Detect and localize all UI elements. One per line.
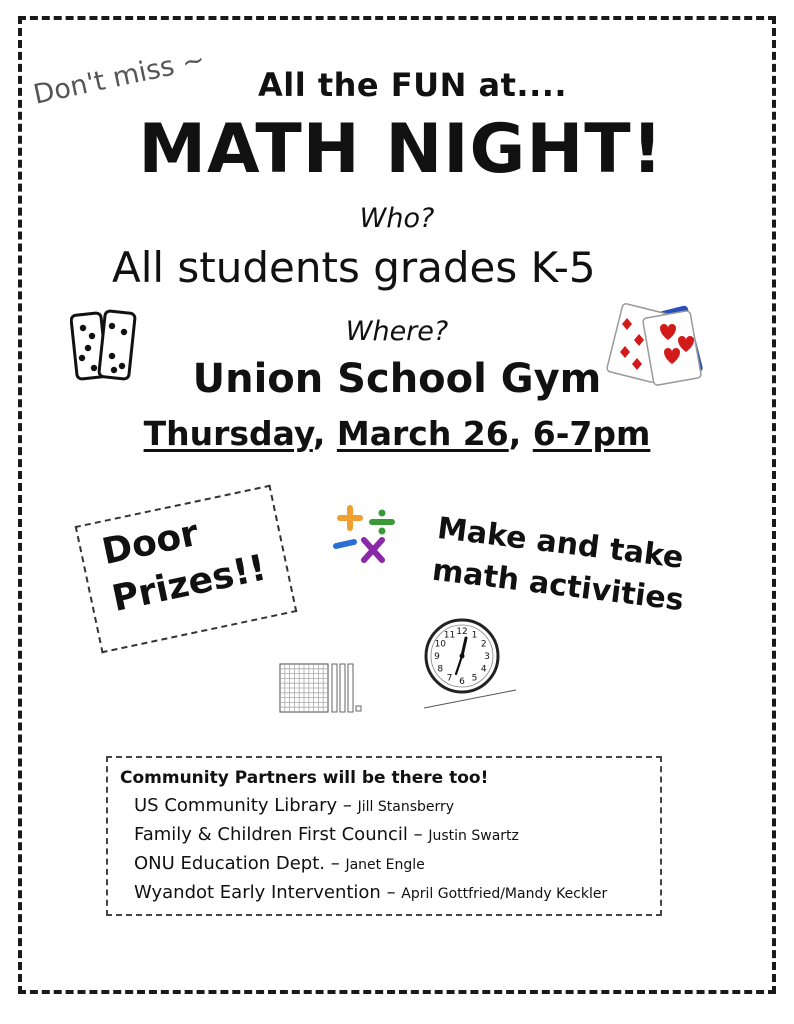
clock-number: 1 bbox=[471, 630, 478, 641]
partner-row bbox=[120, 850, 648, 879]
partner-org: US Community Library bbox=[134, 795, 338, 816]
door-prizes-text: Door Prizes!! bbox=[98, 512, 270, 620]
playing-cards-icon bbox=[604, 302, 706, 388]
event-time: 6-7pm bbox=[532, 414, 651, 453]
partners-list bbox=[120, 792, 648, 908]
make-and-take-text: Make and take math activities bbox=[430, 510, 686, 619]
clock-number: 9 bbox=[434, 652, 440, 662]
event-date-time bbox=[0, 414, 794, 453]
clock-number: 5 bbox=[471, 673, 478, 684]
partner-contact: Janet Engle bbox=[345, 857, 425, 873]
partner-row bbox=[120, 792, 648, 821]
date-separator: , bbox=[312, 414, 337, 453]
clock-number: 6 bbox=[459, 677, 465, 687]
partner-contact: Justin Swartz bbox=[428, 828, 519, 844]
clock-number: 12 bbox=[456, 627, 468, 637]
base-ten-blocks-icon bbox=[278, 660, 364, 716]
partner-dash: – bbox=[325, 853, 346, 874]
teaser-text: Don't miss ~ bbox=[30, 44, 208, 111]
partner-contact: April Gottfried/Mandy Keckler bbox=[401, 886, 608, 902]
event-day: Thursday bbox=[143, 414, 313, 453]
clock-number: 10 bbox=[434, 639, 447, 650]
partner-dash: – bbox=[407, 824, 429, 845]
where-label: Where? bbox=[345, 316, 449, 347]
clock-number: 3 bbox=[484, 652, 490, 662]
clock-icon bbox=[420, 614, 520, 710]
clock-number: 7 bbox=[446, 673, 453, 684]
partner-contact: Jill Stansberry bbox=[357, 799, 455, 815]
partner-row bbox=[120, 879, 648, 908]
clock-number: 8 bbox=[437, 664, 444, 675]
partner-org: Wyandot Early Intervention bbox=[134, 882, 381, 903]
math-operators-icon bbox=[330, 500, 400, 570]
who-label: Who? bbox=[359, 203, 435, 234]
clock-number: 11 bbox=[443, 630, 456, 641]
partner-dash: – bbox=[380, 882, 402, 903]
community-partners-box bbox=[106, 756, 662, 916]
partner-org: ONU Education Dept. bbox=[134, 853, 326, 874]
partners-heading: Community Partners will be there too! bbox=[120, 768, 489, 788]
event-date: March 26 bbox=[336, 414, 509, 453]
time-separator: , bbox=[508, 414, 533, 453]
partner-row bbox=[120, 821, 648, 850]
who-value: All students grades K-5 bbox=[112, 243, 596, 292]
partner-org: Family & Children First Council bbox=[134, 824, 408, 845]
page-title: MATH NIGHT! bbox=[138, 110, 664, 189]
clock-number: 2 bbox=[480, 639, 487, 650]
partner-dash: – bbox=[337, 795, 358, 816]
intro-text: All the FUN at.... bbox=[258, 66, 568, 104]
clock-number: 4 bbox=[480, 664, 487, 675]
where-value: Union School Gym bbox=[192, 356, 602, 402]
